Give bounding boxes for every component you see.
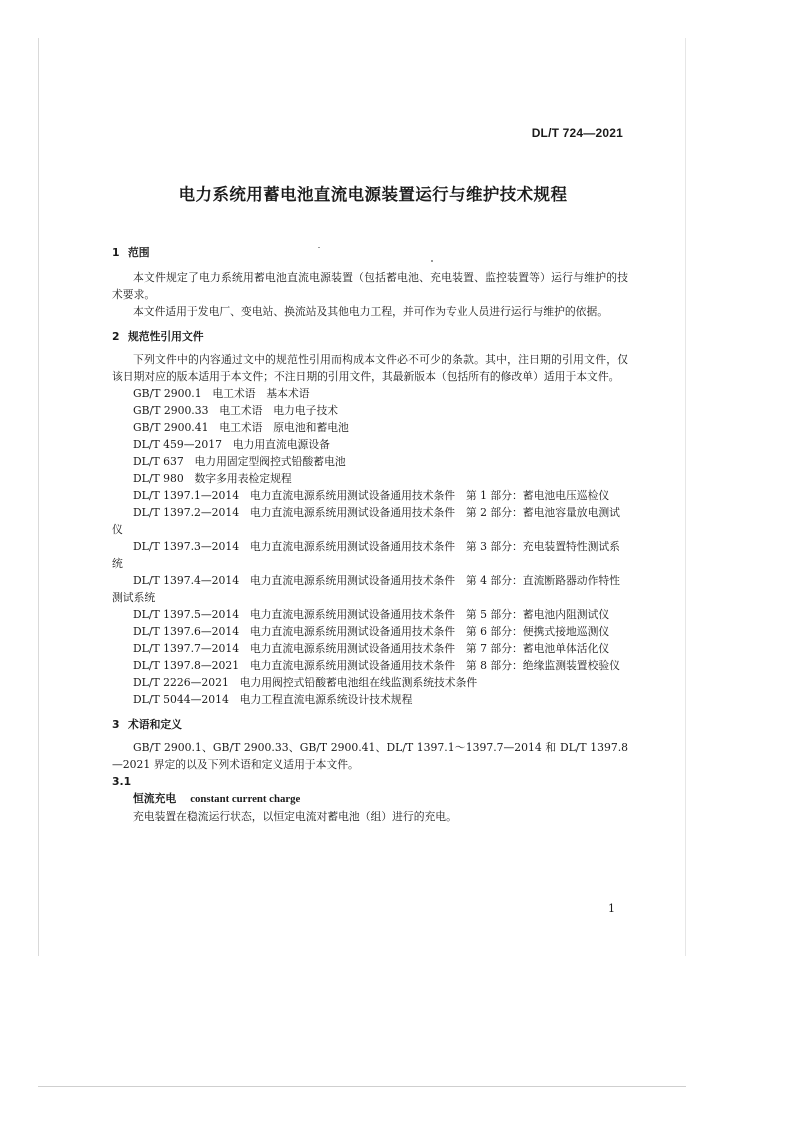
reference-item: DL/T 1397.1—2014 电力直流电源系统用测试设备通用技术条件 第 1 部分：蓄电池电压巡检仪 <box>133 489 610 502</box>
references-intro: 下列文件中的内容通过文中的规范性引用而构成本文件必不可少的条款。其中，注日期的引用文件，仅该日期对应的版本适用于本文件；不注日期的引用文件，其最新版本（包括所有的修改单）适用于本文件。 <box>112 353 628 383</box>
reference-item: DL/T 1397.6—2014 电力直流电源系统用测试设备通用技术条件 第 6 部分：便携式接地巡测仪 <box>133 625 610 638</box>
page-edge-right <box>685 38 686 956</box>
document-body <box>112 244 628 825</box>
section-heading-scope <box>112 244 628 261</box>
reference-item: GB/T 2900.33 电工术语 电力电子技术 <box>133 404 339 417</box>
term-chinese: 恒流充电 <box>133 792 177 805</box>
document-title: 电力系统用蓄电池直流电源装置运行与维护技术规程 <box>178 185 568 204</box>
term-definition: 充电装置在稳流运行状态，以恒定电流对蓄电池（组）进行的充电。 <box>133 810 457 823</box>
term-heading <box>112 790 628 808</box>
page-edge-left <box>38 38 39 956</box>
section-title: 范围 <box>128 246 150 259</box>
reference-item: DL/T 637 电力用固定型阀控式铅酸蓄电池 <box>133 455 346 468</box>
section-title: 规范性引用文件 <box>128 330 204 343</box>
reference-item: GB/T 2900.1 电工术语 基本术语 <box>133 387 310 400</box>
section-title: 术语和定义 <box>128 718 182 731</box>
reference-item: DL/T 1397.4—2014 电力直流电源系统用测试设备通用技术条件 第 4 部分：直流断路器动作特性测试系统 <box>112 574 620 604</box>
reference-item: DL/T 1397.5—2014 电力直流电源系统用测试设备通用技术条件 第 5 部分：蓄电池内阻测试仪 <box>133 608 610 621</box>
reference-item: DL/T 2226—2021 电力用阀控式铅酸蓄电池组在线监测系统技术条件 <box>133 676 478 689</box>
reference-item: DL/T 1397.2—2014 电力直流电源系统用测试设备通用技术条件 第 2 部分：蓄电池容量放电测试仪 <box>112 506 620 536</box>
section-number: 1 <box>112 246 120 259</box>
reference-item: DL/T 980 数字多用表检定规程 <box>133 472 292 485</box>
reference-item: DL/T 459—2017 电力用直流电源设备 <box>133 438 330 451</box>
scope-paragraph-2: 本文件适用于发电厂、变电站、换流站及其他电力工程，并可作为专业人员进行运行与维护的依据。 <box>133 305 609 318</box>
section-number: 2 <box>112 330 120 343</box>
term-number: 3.1 <box>112 775 132 788</box>
terms-intro: GB/T 2900.1、GB/T 2900.33、GB/T 2900.41、DL/T 1397.1～1397.7—2014 和 DL/T 1397.8—2021 界定的以及下列术语和定义适用于本文件。 <box>112 741 628 771</box>
section-heading-terms <box>112 716 628 733</box>
document-code: DL/T 724—2021 <box>531 126 623 140</box>
section-heading-normative-references <box>112 328 628 345</box>
page-edge-bottom <box>38 1086 686 1087</box>
section-number: 3 <box>112 718 120 731</box>
reference-item: DL/T 1397.3—2014 电力直流电源系统用测试设备通用技术条件 第 3 部分：充电装置特性测试系统 <box>112 540 620 570</box>
reference-item: DL/T 5044—2014 电力工程直流电源系统设计技术规程 <box>133 693 413 706</box>
reference-item: DL/T 1397.7—2014 电力直流电源系统用测试设备通用技术条件 第 7 部分：蓄电池单体活化仪 <box>133 642 610 655</box>
reference-item: GB/T 2900.41 电工术语 原电池和蓄电池 <box>133 421 349 434</box>
reference-item: DL/T 1397.8—2021 电力直流电源系统用测试设备通用技术条件 第 8 部分：绝缘监测装置校验仪 <box>133 659 620 672</box>
scope-paragraph-1: 本文件规定了电力系统用蓄电池直流电源装置（包括蓄电池、充电装置、监控装置等）运行与维护的技术要求。 <box>112 271 628 301</box>
term-english: constant current charge <box>190 793 301 805</box>
page-number: 1 <box>608 902 615 915</box>
